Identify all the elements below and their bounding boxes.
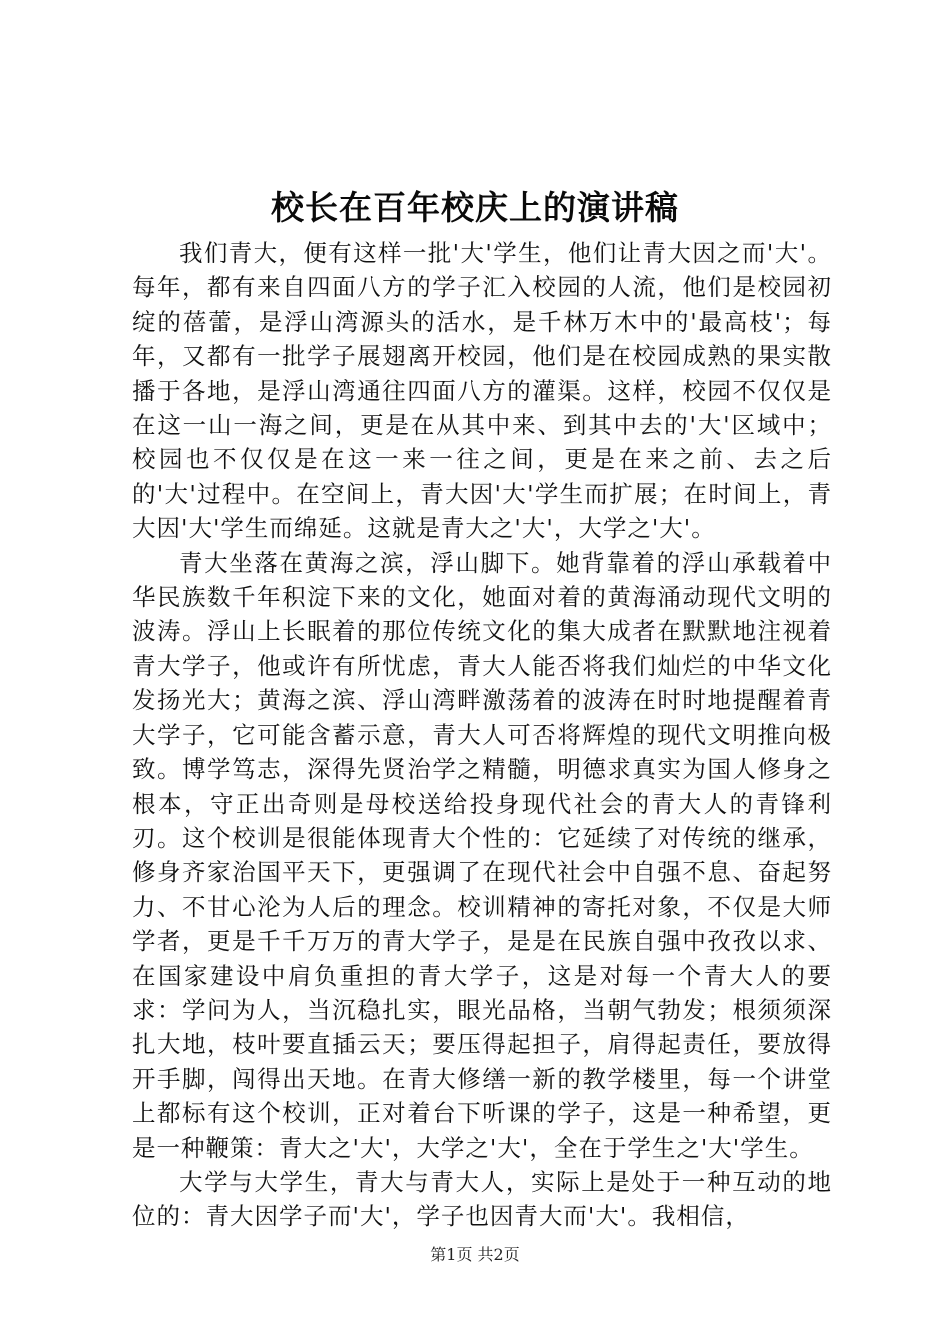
document-body (132, 236, 832, 1234)
paragraph: 我们青大，便有这样一批'大'学生，他们让青大因之而'大'。每年，都有来自四面八方的学子汇入校园的人流，他们是校园初绽的蓓蕾，是浮山湾源头的活水，是千林万木中的'最高枝'；每年，又都有一批学子展翅离开校园，他们是在校园成熟的果实散播于各地，是浮山湾通往四面八方的灌渠。这样，校园不仅仅是在这一山一海之间，更是在从其中来、到其中去的'大'区域中；校园也不仅仅是在这一来一往之间，更是在来之前、去之后的'大'过程中。在空间上，青大因'大'学生而扩展；在时间上，青大因'大'学生而绵延。这就是青大之'大'，大学之'大'。 (132, 239, 832, 543)
paragraph: 青大坐落在黄海之滨，浮山脚下。她背靠着的浮山承载着中华民族数千年积淀下来的文化，她面对着的黄海涌动现代文明的波涛。浮山上长眠着的那位传统文化的集大成者在默默地注视着青大学子，他或许有所忧虑，青大人能否将我们灿烂的中华文化发扬光大；黄海之滨、浮山湾畔激荡着的波涛在时时地提醒着青大学子，它可能含蓄示意，青大人可否将辉煌的现代文明推向极致。博学笃志，深得先贤治学之精髓，明德求真实为国人修身之根本，守正出奇则是母校送给投身现代社会的青大人的青锋利刃。这个校训是很能体现青大个性的：它延续了对传统的继承，修身齐家治国平天下，更强调了在现代社会中自强不息、奋起努力、不甘心沦为人后的理念。校训精神的寄托对象，不仅是大师学者，更是千千万万的青大学子，是是在民族自强中孜孜以求、在国家建设中肩负重担的青大学子，这是对每一个青大人的要求：学问为人，当沉稳扎实，眼光品格，当朝气勃发；根须须深扎大地，枝叶要直插云天；要压得起担子，肩得起责任，要放得开手脚，闯得出天地。在青大修缮一新的教学楼里，每一个讲堂上都标有这个校训，正对着台下听课的学子，这是一种希望，更是一种鞭策：青大之'大'，大学之'大'，全在于学生之'大'学生。 (132, 548, 832, 1162)
page-number-footer: 第1页 共2页 (430, 1245, 520, 1264)
document-title: 校长在百年校庆上的演讲稿 (271, 188, 679, 227)
paragraph: 大学与大学生，青大与青大人，实际上是处于一种互动的地位的：青大因学子而'大'，学子也因青大而'大'。我相信， (132, 1167, 832, 1231)
